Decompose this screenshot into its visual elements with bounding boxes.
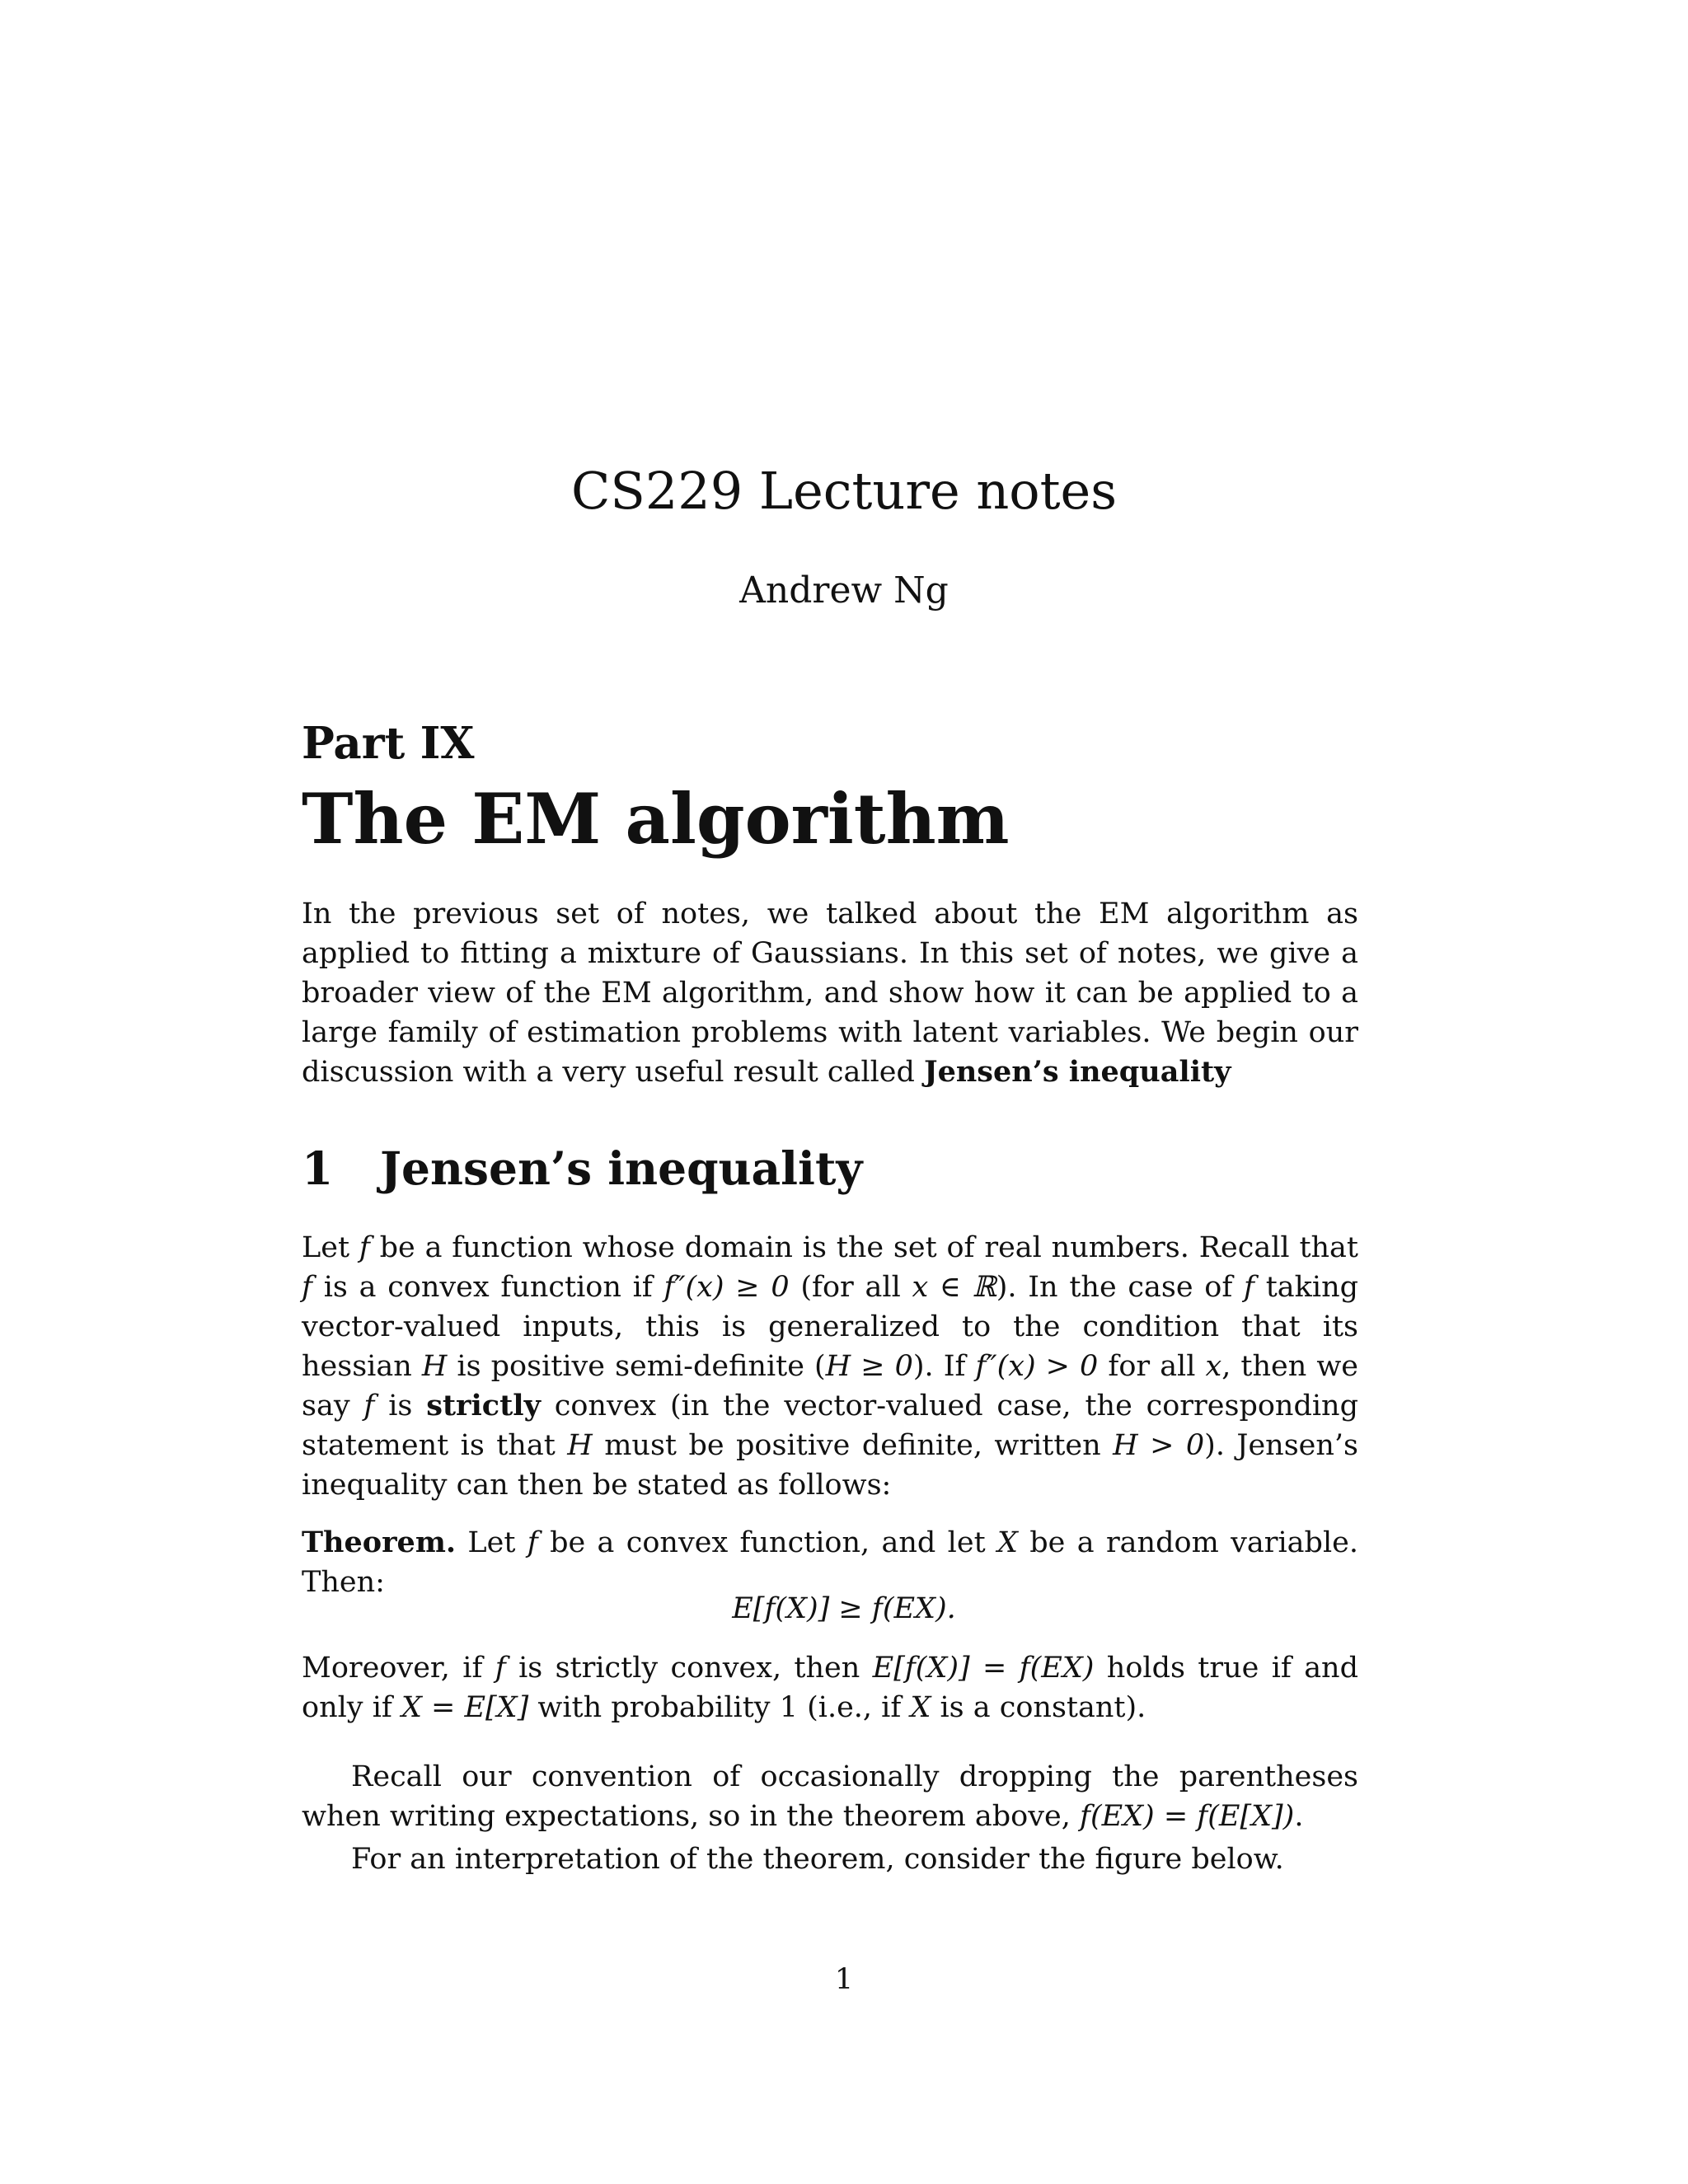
math-inline: f: [302, 1271, 312, 1304]
intro-paragraph: [302, 894, 1358, 1092]
intro-text: In the previous set of notes, we talked about the EM algorithm as applied to fitting a mixture of Gaussians. In this set of notes, we give a broader view of the EM algorithm, and show how it can be applied to a large family of estimation problems with latent variables. We begin our discussion with a very useful result called: [302, 898, 1358, 1089]
text-run: be a convex function, and let: [537, 1526, 997, 1559]
text-run: Recall our convention of occasionally dropping the parentheses when writing expectations, so in the theorem above,: [302, 1760, 1358, 1833]
convexity-paragraph: [302, 1228, 1358, 1505]
math-inline: H: [421, 1350, 448, 1383]
text-run: is strictly convex, then: [505, 1652, 873, 1685]
text-run: .: [1294, 1800, 1304, 1833]
math-inline: f″(x) > 0: [975, 1350, 1099, 1383]
math-inline: f: [363, 1390, 375, 1422]
interpretation-paragraph: For an interpretation of the theorem, consider the figure below.: [351, 1843, 1284, 1876]
text-run: be a random variable. Then:: [302, 1526, 1358, 1599]
text-run: must be positive definite, written: [592, 1429, 1114, 1462]
equation-text: E[f(X)] ≥ f(EX).: [732, 1592, 956, 1625]
text-run: ). If: [912, 1350, 976, 1383]
text-run: (for all: [789, 1271, 912, 1304]
display-equation: [0, 1589, 1688, 1629]
text-run: taking vector-valued inputs, this is generalized to the condition that its hessian: [302, 1271, 1359, 1383]
text-run: is a convex function if: [312, 1271, 664, 1304]
text-run: ). In the case of: [996, 1271, 1245, 1304]
text-run: is a constant).: [931, 1691, 1146, 1724]
math-inline: E[f(X)] = f(EX): [872, 1652, 1095, 1685]
text-run: is: [374, 1390, 427, 1422]
text-run: Let: [302, 1231, 359, 1264]
math-inline: f(EX) = f(E[X]): [1079, 1800, 1295, 1833]
math-inline: f″(x) ≥ 0: [663, 1271, 790, 1304]
section-title: Jensen’s inequality: [380, 1141, 863, 1195]
math-inline: X: [910, 1691, 931, 1724]
part-label: Part IX: [302, 718, 475, 769]
text-run: is positive semi-definite (: [447, 1350, 826, 1383]
text-run: convex (in the vector-valued case, the corresponding statement is that: [302, 1390, 1359, 1462]
math-inline: f: [527, 1526, 538, 1559]
interpretation-paragraph-block: [302, 1840, 1358, 1879]
convexity-paragraph-block: [302, 1228, 1358, 1505]
intro-bold-term: Jensen’s inequality: [924, 1055, 1231, 1089]
text-run: with probability 1 (i.e., if: [528, 1691, 911, 1724]
text-run: Let: [456, 1526, 528, 1559]
section-heading: [302, 1141, 862, 1196]
page-number: 1: [834, 1963, 854, 1996]
math-inline: x: [1205, 1350, 1222, 1383]
text-run: Moreover, if: [302, 1652, 495, 1685]
text-run: be a function whose domain is the set of real numbers. Recall that: [369, 1231, 1358, 1264]
math-inline: x ∈ ℝ: [912, 1271, 996, 1304]
author-name: Andrew Ng: [739, 569, 949, 612]
math-inline: f: [1244, 1271, 1254, 1304]
theorem-label: Theorem.: [302, 1526, 457, 1559]
math-inline: X: [997, 1526, 1018, 1559]
part-title: The EM algorithm: [302, 778, 1010, 860]
math-inline: f: [495, 1652, 506, 1685]
text-run: for all: [1098, 1350, 1206, 1383]
intro-paragraph-block: [302, 894, 1358, 1092]
math-inline: f: [359, 1231, 370, 1264]
convention-paragraph-block: [302, 1757, 1358, 1836]
document-title: CS229 Lecture notes: [570, 461, 1118, 521]
text-run: ). Jensen’s inequality can then be stated as follows:: [302, 1429, 1358, 1502]
text-run: , then we say: [302, 1350, 1359, 1422]
math-inline: X = E[X]: [401, 1691, 529, 1724]
section-number: 1: [302, 1141, 334, 1195]
math-inline: H ≥ 0: [825, 1350, 913, 1383]
math-inline: H > 0: [1113, 1429, 1205, 1462]
text-run: holds true if and only if: [302, 1652, 1359, 1724]
math-inline: H: [567, 1429, 593, 1462]
strict-convexity-paragraph-block: [302, 1648, 1358, 1727]
bold-term: strictly: [426, 1389, 541, 1422]
convention-paragraph: [302, 1757, 1358, 1836]
strict-convexity-paragraph: [302, 1648, 1358, 1727]
